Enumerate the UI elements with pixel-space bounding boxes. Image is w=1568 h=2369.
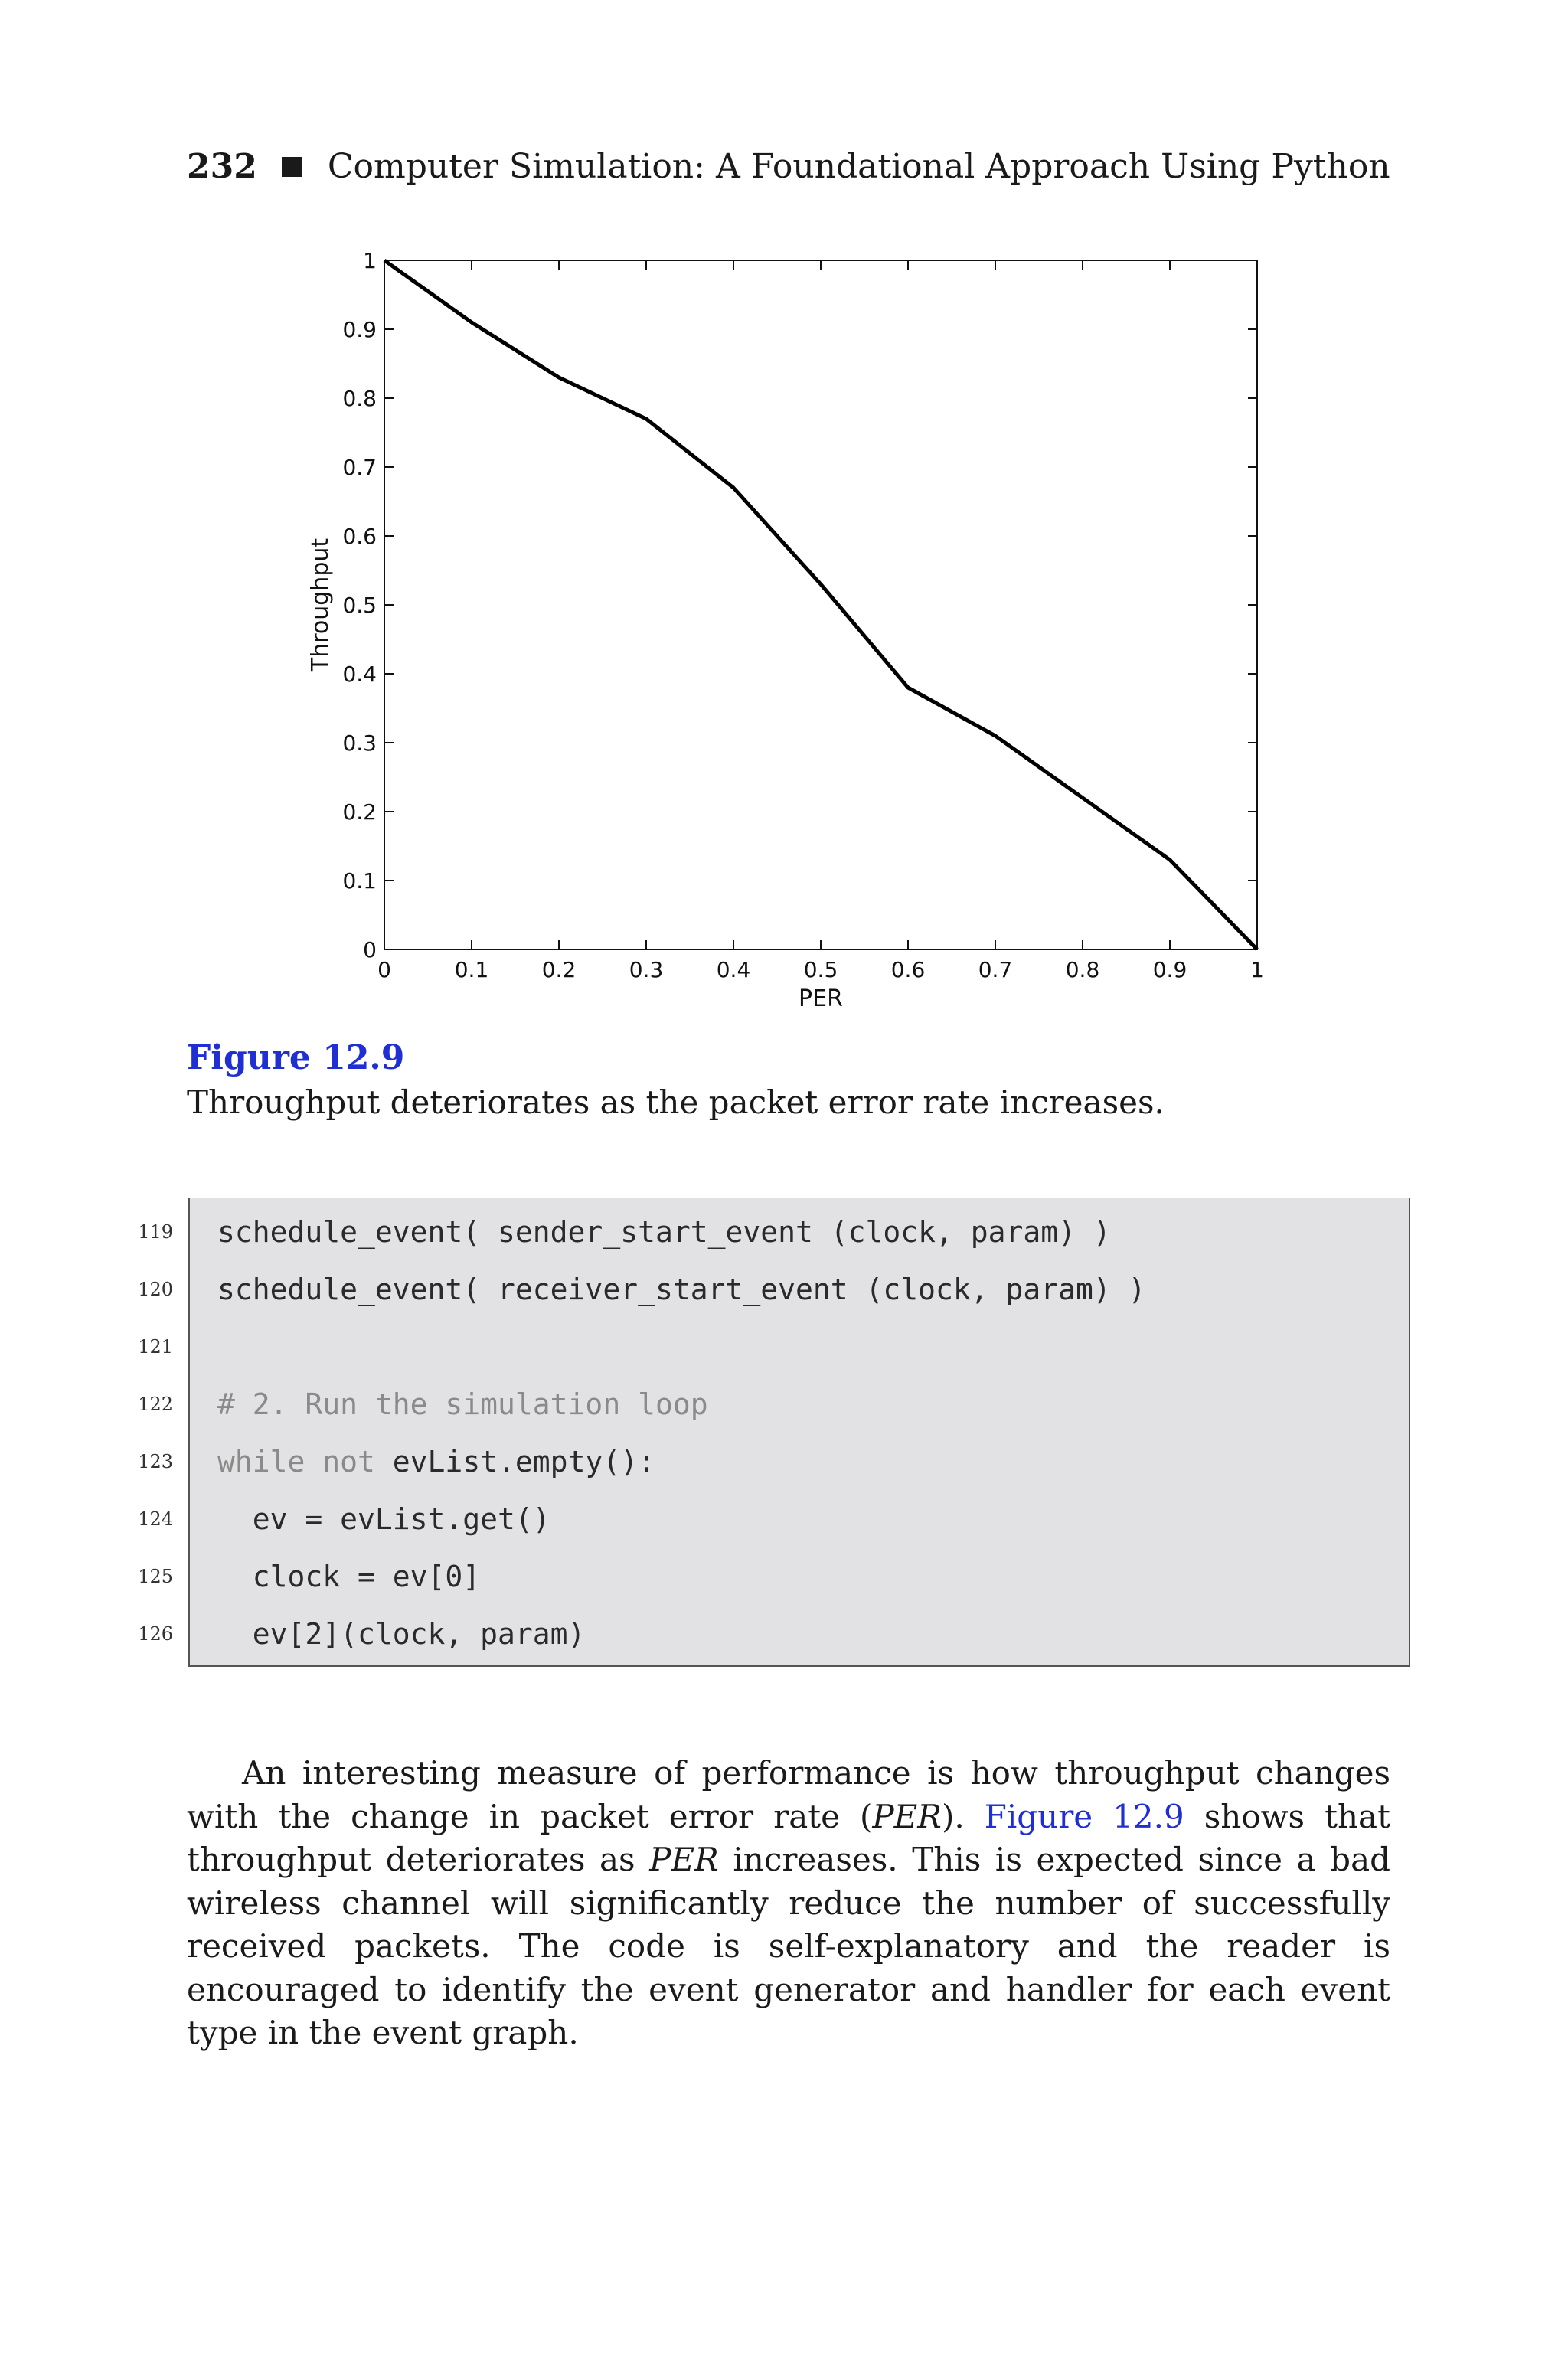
running-header (187, 144, 1390, 190)
page-number: 232 (187, 147, 257, 186)
throughput-chart (299, 237, 1309, 1018)
line-number: 122 (138, 1394, 173, 1415)
code-text (217, 1209, 1111, 1255)
x-tick-label: 0.3 (629, 957, 664, 982)
y-tick-label: 0.3 (342, 730, 377, 756)
code-content: ev[2](clock, param) (217, 1617, 586, 1651)
code-content: ev = evList.get() (217, 1502, 550, 1536)
code-line (138, 1554, 1409, 1599)
code-line (138, 1209, 1409, 1255)
header-square-icon (282, 157, 302, 177)
line-number: 126 (138, 1623, 173, 1645)
x-tick-label: 1 (1250, 957, 1264, 982)
code-line (138, 1324, 1409, 1370)
per-variable-1: PER (872, 1797, 942, 1835)
x-axis-label: PER (799, 985, 843, 1012)
y-tick-label: 0.7 (342, 455, 377, 480)
code-text (217, 1266, 1146, 1312)
code-content: schedule_event( receiver_start_event (clock, param) ) (217, 1273, 1146, 1306)
y-tick-label: 0.8 (342, 386, 377, 411)
code-line (138, 1381, 1409, 1427)
y-tick-label: 0.2 (342, 799, 377, 825)
y-tick-label: 0.6 (342, 524, 377, 549)
per-variable-2: PER (649, 1841, 719, 1878)
line-number: 120 (138, 1279, 173, 1300)
x-tick-label: 0.6 (890, 957, 926, 982)
code-line (138, 1496, 1409, 1542)
x-tick-label: 0.4 (716, 957, 751, 982)
line-number: 119 (138, 1221, 173, 1243)
line-number: 123 (138, 1451, 173, 1472)
y-tick-label: 0.9 (342, 317, 377, 342)
y-tick-label: 0.5 (342, 593, 377, 618)
code-content: evList.empty(): (374, 1445, 655, 1479)
paragraph-text-3: shows that throughput deteriorates as (187, 1797, 1390, 1878)
x-tick-label: 0.8 (1065, 957, 1100, 982)
code-text (217, 1496, 550, 1542)
y-tick-label: 0.1 (342, 868, 377, 894)
x-tick-label: 0.7 (978, 957, 1013, 982)
paragraph-text-4: increases. This is expected since a bad wireless channel will significantly reduce the number of successfully received packets. The code is self-explanatory and the reader is encouraged to identify the event generator and handler for each event type in the event graph. (187, 1841, 1390, 2051)
x-tick-label: 0.2 (541, 957, 577, 982)
y-tick-label: 0.4 (342, 662, 377, 687)
y-axis-label: Throughput (307, 538, 334, 672)
plot-frame (384, 260, 1257, 949)
code-text (217, 1439, 655, 1485)
code-text (217, 1381, 708, 1427)
body-paragraph (187, 1752, 1390, 2055)
code-line (138, 1266, 1409, 1312)
code-text (217, 1554, 480, 1599)
code-content: # 2. Run the simulation loop (217, 1387, 708, 1421)
line-number: 124 (138, 1508, 173, 1530)
code-line (138, 1439, 1409, 1485)
x-tick-label: 0 (377, 957, 391, 982)
figure-label: Figure 12.9 (187, 1038, 405, 1077)
y-tick-label: 0 (363, 937, 377, 962)
x-tick-label: 0.1 (454, 957, 489, 982)
code-listing (138, 1198, 1410, 1667)
line-number: 121 (138, 1336, 173, 1358)
x-tick-label: 0.5 (803, 957, 838, 982)
figure-caption: Throughput deteriorates as the packet error rate increases. (187, 1083, 1165, 1121)
series-line (384, 260, 1257, 949)
y-tick-label: 1 (363, 248, 377, 273)
book-title: Computer Simulation: A Foundational Approach Using Python (327, 147, 1390, 186)
x-tick-label: 0.9 (1152, 957, 1187, 982)
paragraph-text-2: ). (941, 1797, 985, 1835)
code-keyword: while not (217, 1445, 375, 1479)
code-line (138, 1611, 1409, 1657)
code-text (217, 1611, 585, 1657)
code-content: schedule_event( sender_start_event (clock, param) ) (217, 1215, 1111, 1249)
figure-link[interactable]: Figure 12.9 (984, 1797, 1184, 1835)
line-number: 125 (138, 1566, 173, 1587)
paragraph-text-1: An interesting measure of performance is how throughput changes with the change in packet error rate ( (187, 1754, 1390, 1835)
code-content: clock = ev[0] (217, 1560, 481, 1593)
